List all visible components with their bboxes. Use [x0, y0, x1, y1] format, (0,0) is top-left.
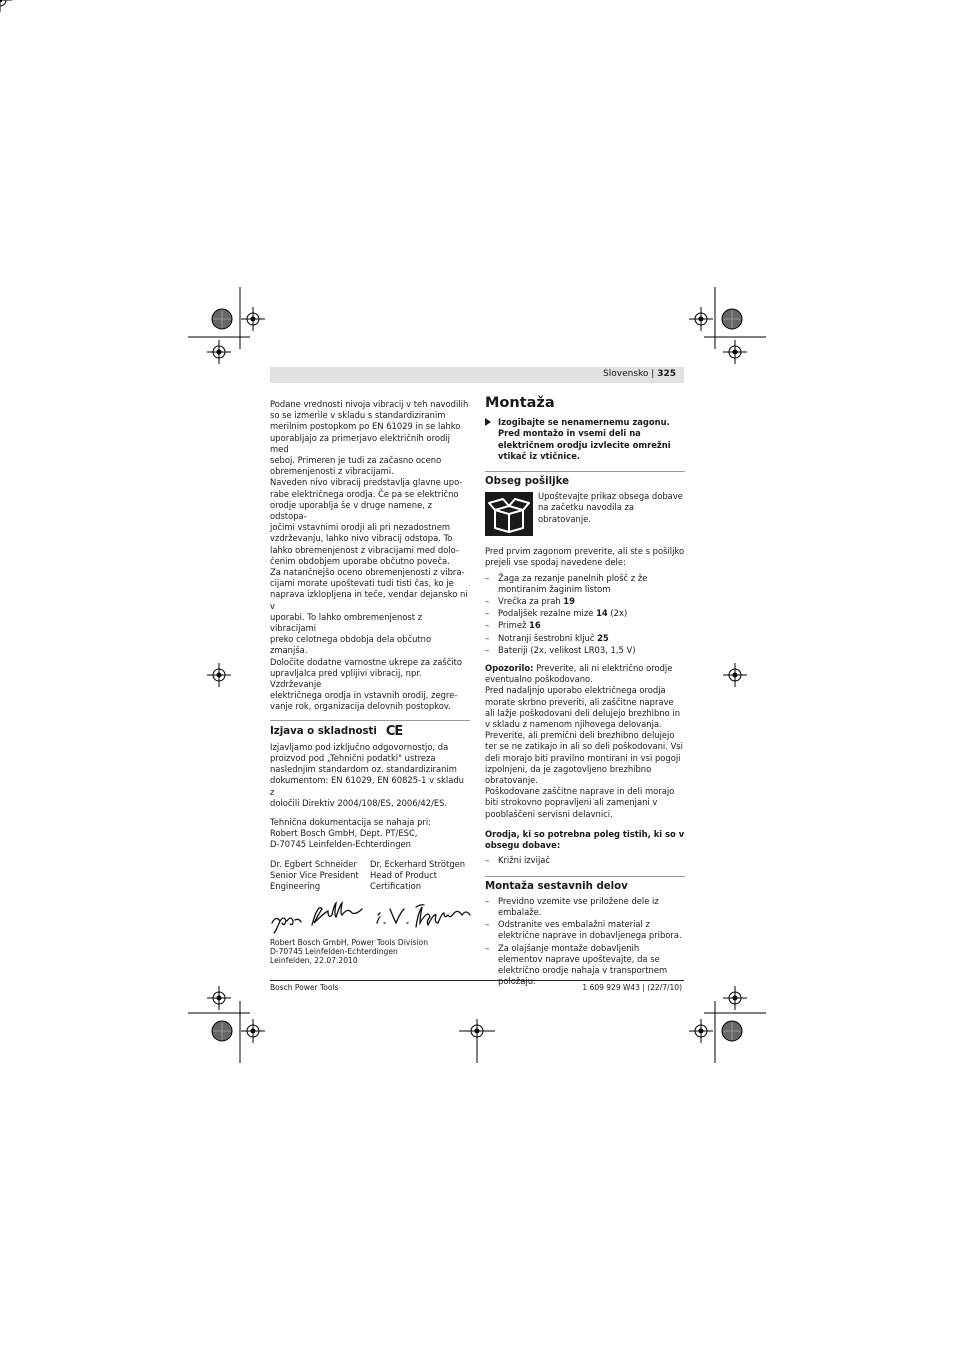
section-rule — [485, 876, 685, 877]
signer-name: Dr. Egbert Schneider — [270, 858, 357, 869]
text-line: Za natančnejšo oceno obremenjenosti z vibra- — [270, 567, 465, 578]
scope-item: – Podaljšek rezalne mize 14 (2x) — [485, 608, 685, 619]
signer-title: Engineering — [270, 880, 321, 891]
header-separator: | — [651, 369, 655, 379]
text-line: Naveden nivo vibracij predstavlja glavne upo- — [270, 477, 463, 488]
assembly-item: – Previdno vzemite vse priložene dele iz embalaže. — [485, 896, 685, 918]
footer-left: Bosch Power Tools — [270, 983, 339, 992]
vibration-text — [270, 399, 470, 713]
text-line: čenim obdobjem uporabe občutno poveča. — [270, 555, 450, 566]
caution-line: Pred nadaljnjo uporabo električnega orodja morate skrbno preveriti, ali zaščitne naprave ali lažje poškodovani deli delujejo brezhibno in v skladu z namenom njihovega delovanja. — [485, 685, 681, 730]
caution-line: Poškodovane zaščitne naprave in deli morajo biti strokovno popravljeni ali zamenjani v pooblaščeni servisni delavnici. — [485, 786, 675, 819]
caution-label: Opozorilo: — [485, 663, 534, 674]
signer-title: Senior Vice President — [270, 869, 359, 880]
section-title: Montaža — [485, 395, 555, 411]
signature-image — [270, 901, 472, 935]
text-line: uporabljajo za primerjavo električnih orodij med — [270, 432, 450, 454]
text-line: cijami morate upoštevati tudi tisti čas, ko je — [270, 578, 454, 589]
text-line: merilnim postopkom po EN 61029 in se lahko — [270, 421, 461, 432]
assembly-item: – Za olajšanje montaže dobavljenih elementov naprave upoštevajte, da se električno orodje nahaja v transportnem položaju. — [485, 943, 685, 988]
signer-name: Dr. Eckerhard Strötgen — [370, 858, 466, 869]
footer-right: 1 609 929 W43 | (22/7/10) — [582, 983, 682, 992]
scope-heading: Obseg pošiljke — [485, 476, 570, 488]
open-box-icon — [485, 492, 533, 536]
text-line: Robert Bosch GmbH, Dept. PT/ESC, — [270, 828, 418, 839]
page-header — [603, 369, 676, 379]
text-line: uporabi. To lahko ombremenjenost z vibracijami — [270, 611, 423, 634]
text-line: določili Direktiv 2004/108/ES, 2006/42/ES. — [270, 797, 448, 808]
tools-heading: Orodja, ki so potrebna poleg tistih, ki so v obsegu dobave: — [485, 828, 685, 851]
assembly-list — [485, 896, 685, 988]
caution-text: Preverite, ali ni električno orodje eventualno poškodovano. — [485, 663, 673, 685]
assembly-heading: Montaža sestavnih delov — [485, 880, 628, 892]
caution-paragraph — [485, 663, 685, 685]
tools-item: – Križni izvijač — [485, 855, 685, 866]
conformity-heading: Izjava o skladnosti — [270, 726, 377, 738]
address-line: Robert Bosch GmbH, Power Tools Division — [270, 938, 429, 948]
text-line: Izjavljamo pod izključno odgovornostjo, da — [270, 741, 449, 752]
warning-note — [485, 417, 685, 462]
scope-intro: Pred prvim zagonom preverite, ali ste s pošiljko prejeli vse spodaj navedene dele: — [485, 546, 685, 568]
company-address — [270, 939, 470, 965]
text-line: lahko obremenjenost z vibracijami med dolo- — [270, 544, 459, 555]
signer-title: Head of Product — [370, 869, 438, 880]
footer-rule — [270, 980, 684, 981]
text-line: preko celotnega obdobja dela občutno zmanjša. — [270, 634, 432, 656]
text-line: naslednjim standardom oz. standardiziranim — [270, 764, 457, 775]
text-line: rabe električnega orodja. Če pa se električno — [270, 488, 459, 499]
assembly-item: – Odstranite ves embalažni material z električne naprave in dobavljenega pribora. — [485, 919, 685, 941]
page-header-bar — [270, 367, 684, 383]
scope-item: – Bateriji (2x, velikost LR03, 1,5 V) — [485, 645, 685, 656]
section-rule — [270, 720, 470, 721]
scope-item: – Vrečka za prah 19 — [485, 596, 685, 607]
right-column — [485, 395, 685, 988]
text-line: so se izmerile v skladu s standardiziranim — [270, 410, 446, 421]
text-line: proizvod pod „Tehnični podatki" ustreza — [270, 752, 436, 763]
address-line: D-70745 Leinfelden-Echterdingen — [270, 946, 398, 956]
signer-2 — [370, 859, 470, 893]
text-line: Tehnična dokumentacija se nahaja pri: — [270, 816, 432, 827]
page-number: 325 — [657, 369, 676, 379]
text-line: jočimi vstavnimi orodji ali pri nezadostnem — [270, 522, 451, 533]
arrow-bullet-icon — [485, 418, 491, 426]
text-line: vzdrževanju, lahko nivo vibracij odstopa. To — [270, 533, 453, 544]
scope-list — [485, 573, 685, 656]
scope-item: – Primež 16 — [485, 620, 685, 631]
box-note: Upoštevajte prikaz obsega dobave na začetku navodila za obratovanje. — [538, 491, 683, 524]
signer-title: Certification — [370, 880, 422, 891]
ce-mark-icon: CE — [385, 724, 403, 740]
text-line: vanje rok, organizacija delovnih postopkov. — [270, 701, 451, 712]
section-rule — [485, 471, 685, 472]
text-line: orodje uporablja še v druge namene, z odstopa- — [270, 499, 432, 522]
text-line: obremenjenosti z vibracijami. — [270, 466, 394, 477]
text-line: naprava izklopljena in teče, vendar dejansko ni v — [270, 589, 468, 611]
signer-1 — [270, 859, 370, 893]
text-line: D-70745 Leinfelden-Echterdingen — [270, 839, 411, 850]
text-line: električnega orodja in vstavnih orodij, zegre- — [270, 690, 458, 701]
text-line: upravljalca pred vplijivi vibracij, npr. Vzdrževanje — [270, 667, 422, 690]
scope-item: – Žaga za rezanje panelnih plošč z že montiranim žaginim listom — [485, 573, 685, 595]
signers — [270, 859, 470, 893]
warning-text: Izogibajte se nenamernemu zagonu. Pred montažo in vsemi deli na električnem orodju izvlecite omrežni vtikač iz vtičnice. — [498, 417, 671, 461]
caution-more — [485, 685, 685, 819]
text-line: Določite dodatne varnostne ukrepe za zaščito — [270, 656, 463, 667]
scope-item: – Notranji šestrobni ključ 25 — [485, 633, 685, 644]
address-line: Leinfelden, 22.07.2010 — [270, 955, 358, 965]
left-column — [270, 399, 470, 966]
text-line: dokumentom: EN 61029, EN 60825-1 v skladu z — [270, 775, 464, 797]
conformity-text — [270, 742, 470, 809]
header-section: Slovensko — [603, 369, 649, 379]
docs-text — [270, 817, 470, 851]
text-line: seboj. Primeren je tudi za začasno oceno — [270, 455, 442, 466]
tools-list — [485, 855, 685, 866]
caution-line: Preverite, ali premični deli brezhibno delujejo ter se ne zatikajo in ali so deli poškodovani. Vsi deli morajo biti pravilno montirani in vsi pogoji izpolnjeni, da je zagotovljeno brezhibno obratovanje. — [485, 730, 683, 786]
text-line: Podane vrednosti nivoja vibracij v teh navodilih — [270, 399, 469, 409]
